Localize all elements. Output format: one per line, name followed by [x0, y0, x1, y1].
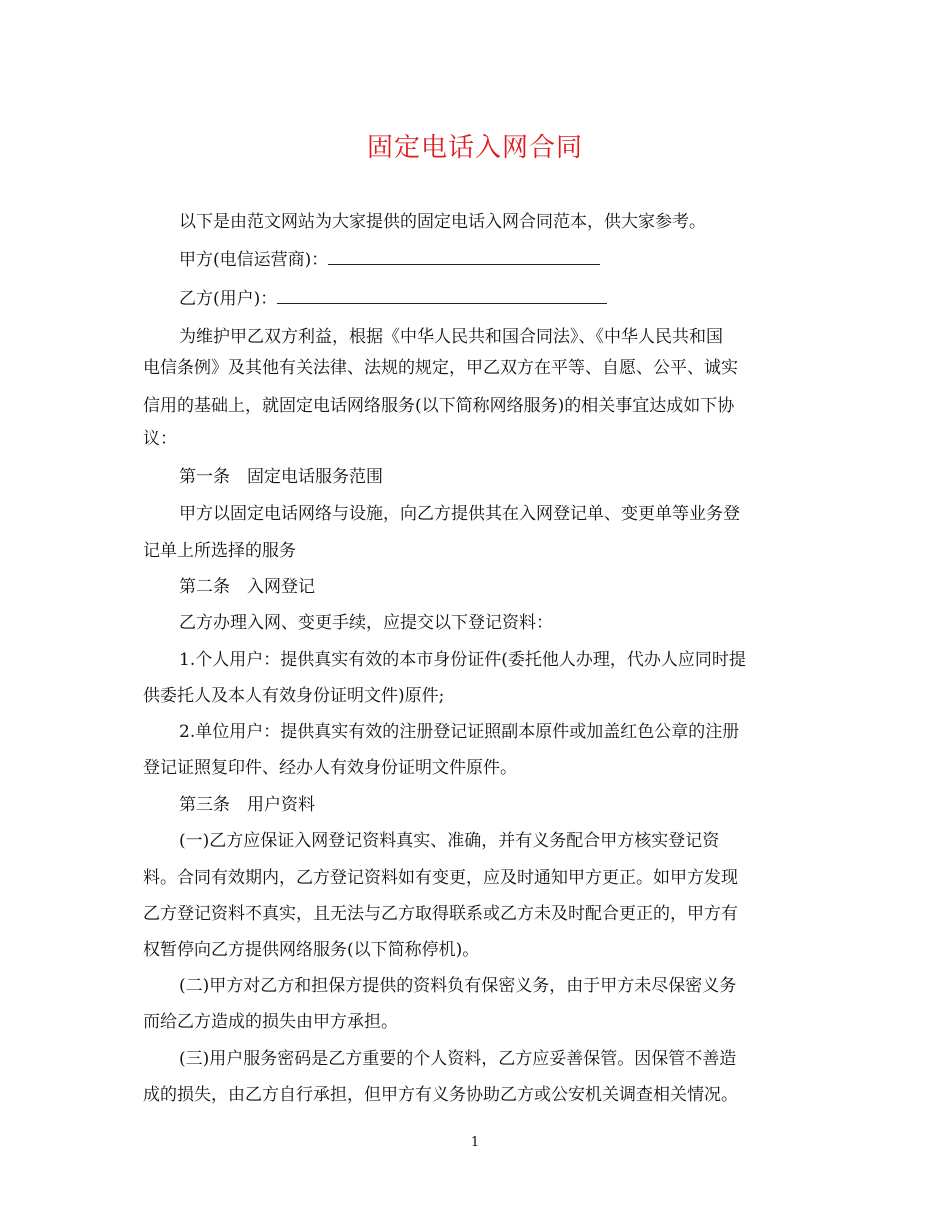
party-b-blank [277, 289, 607, 304]
paragraph-line: 乙方登记资料不真实，且无法与乙方取得联系或乙方未及时配合更正的，甲方有 [143, 904, 738, 924]
page-number: 1 [470, 1135, 480, 1150]
party-a-blank [328, 250, 600, 265]
paragraph-line: (二)甲方对乙方和担保方提供的资料负有保密义务，由于甲方未尽保密义务 [179, 976, 737, 996]
paragraph-line: 甲方以固定电话网络与设施，向乙方提供其在入网登记单、变更单等业务登 [179, 504, 740, 524]
paragraph-line: 成的损失，由乙方自行承担，但甲方有义务协助乙方或公安机关调查相关情况。 [143, 1085, 738, 1105]
paragraph-line: 电信条例》及其他有关法律、法规的规定，甲乙双方在平等、自愿、公平、诚实 [143, 358, 738, 378]
party-a-label: 甲方(电信运营商)： [179, 250, 329, 270]
paragraph-line: (三)用户服务密码是乙方重要的个人资料，乙方应妥善保管。因保管不善造 [179, 1049, 737, 1069]
paragraph-line: 为维护甲乙双方利益，根据《中华人民共和国合同法》、《中华人民共和国 [179, 327, 723, 347]
party-b-label: 乙方(用户)： [179, 289, 278, 309]
paragraph-line: 料。合同有效期内，乙方登记资料如有变更，应及时通知甲方更正。如甲方发现 [143, 868, 738, 888]
party-b-line [179, 288, 849, 310]
paragraph-line: 信用的基础上，就固定电话网络服务(以下简称网络服务)的相关事宜达成如下协 [143, 396, 735, 416]
paragraph-line: 乙方办理入网、变更手续，应提交以下登记资料： [179, 613, 553, 633]
paragraph-line: 记单上所选择的服务 [143, 541, 296, 561]
paragraph-line: 登记证照复印件、经办人有效身份证明文件原件。 [143, 758, 517, 778]
section-heading: 第三条 用户资料 [179, 795, 315, 815]
paragraph-line: 1.个人用户：提供真实有效的本市身份证件(委托他人办理，代办人应同时提 [179, 650, 746, 670]
paragraph-line: 2.单位用户：提供真实有效的注册登记证照副本原件或加盖红色公章的注册 [179, 722, 740, 742]
document-title: 固定电话入网合同 [366, 133, 583, 163]
paragraph-line: (一)乙方应保证入网登记资料真实、准确，并有义务配合甲方核实登记资 [179, 831, 720, 851]
paragraph-line: 议： [143, 429, 177, 449]
paragraph-line: 而给乙方造成的损失由甲方承担。 [143, 1012, 398, 1032]
intro-text: 以下是由范文网站为大家提供的固定电话入网合同范本，供大家参考。 [179, 212, 706, 232]
paragraph-line: 权暂停向乙方提供网络服务(以下简称停机)。 [143, 940, 480, 960]
paragraph-line: 供委托人及本人有效身份证明文件)原件; [143, 686, 445, 706]
party-a-line [179, 249, 849, 271]
section-heading: 第二条 入网登记 [179, 577, 315, 597]
section-heading: 第一条 固定电话服务范围 [179, 467, 383, 487]
